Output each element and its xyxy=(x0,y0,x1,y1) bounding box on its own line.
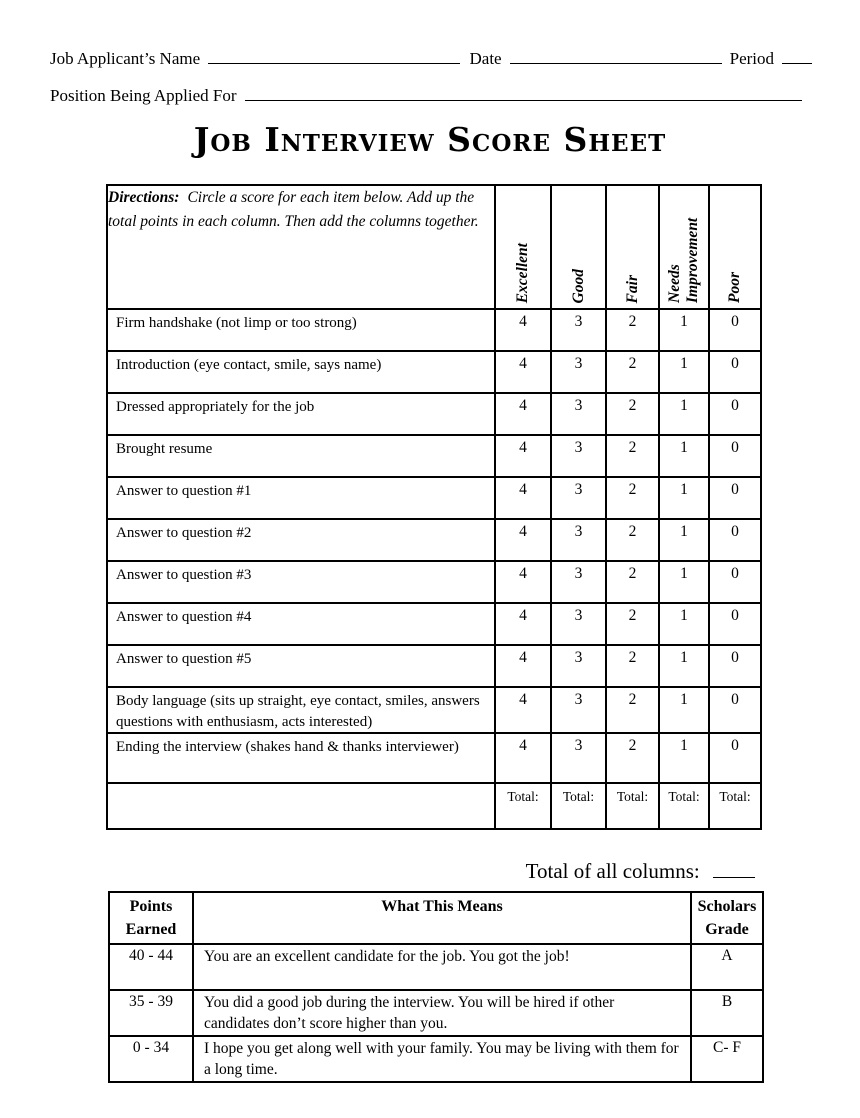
score-cell[interactable]: 0 xyxy=(709,519,761,561)
grade-table-header-row xyxy=(109,892,763,944)
position-line xyxy=(50,83,812,106)
score-item-label: Answer to question #1 xyxy=(107,477,495,519)
score-cell[interactable]: 3 xyxy=(551,393,606,435)
column-total-cell[interactable]: Total: xyxy=(551,783,606,829)
column-header-needs-improvement xyxy=(659,185,709,309)
score-cell[interactable]: 3 xyxy=(551,561,606,603)
score-cell[interactable]: 1 xyxy=(659,435,709,477)
score-cell[interactable]: 0 xyxy=(709,435,761,477)
scholars-grade-value: C- F xyxy=(691,1036,763,1082)
column-header-fair xyxy=(606,185,659,309)
score-row xyxy=(107,687,761,733)
score-cell[interactable]: 0 xyxy=(709,733,761,783)
score-cell[interactable]: 0 xyxy=(709,687,761,733)
meaning-text: I hope you get along well with your family. You may be living with them for a long time. xyxy=(193,1036,691,1082)
score-row xyxy=(107,561,761,603)
score-row xyxy=(107,733,761,783)
score-cell[interactable]: 4 xyxy=(495,561,551,603)
score-cell[interactable]: 4 xyxy=(495,687,551,733)
score-cell[interactable]: 4 xyxy=(495,603,551,645)
score-cell[interactable]: 2 xyxy=(606,687,659,733)
column-total-cell[interactable]: Total: xyxy=(659,783,709,829)
score-cell[interactable]: 3 xyxy=(551,687,606,733)
score-cell[interactable]: 2 xyxy=(606,477,659,519)
score-row xyxy=(107,603,761,645)
column-total-cell[interactable]: Total: xyxy=(709,783,761,829)
score-row xyxy=(107,477,761,519)
score-cell[interactable]: 2 xyxy=(606,561,659,603)
score-cell[interactable]: 2 xyxy=(606,309,659,351)
page-title: Job Interview Score Sheet xyxy=(193,119,667,159)
grade-row xyxy=(109,1036,763,1082)
score-row xyxy=(107,309,761,351)
score-item-label: Answer to question #2 xyxy=(107,519,495,561)
applicant-name-blank[interactable] xyxy=(208,46,459,64)
scholars-grade-value: A xyxy=(691,944,763,990)
total-of-all-columns-blank[interactable] xyxy=(713,856,755,878)
score-cell[interactable]: 1 xyxy=(659,351,709,393)
date-blank[interactable] xyxy=(510,46,722,64)
poor-header-text: Poor xyxy=(726,272,744,304)
score-item-label: Body language (sits up straight, eye contact, smiles, answers questions with enthusiasm, acts interested) xyxy=(107,687,495,733)
score-cell[interactable]: 3 xyxy=(551,309,606,351)
score-item-label: Introduction (eye contact, smile, says name) xyxy=(107,351,495,393)
score-row xyxy=(107,645,761,687)
column-header-good xyxy=(551,185,606,309)
score-cell[interactable]: 3 xyxy=(551,603,606,645)
score-cell[interactable]: 2 xyxy=(606,435,659,477)
position-blank[interactable] xyxy=(245,83,802,101)
score-item-label: Answer to question #5 xyxy=(107,645,495,687)
score-cell[interactable]: 1 xyxy=(659,519,709,561)
score-cell[interactable]: 1 xyxy=(659,393,709,435)
score-cell[interactable]: 2 xyxy=(606,393,659,435)
score-cell[interactable]: 1 xyxy=(659,733,709,783)
score-cell[interactable]: 4 xyxy=(495,733,551,783)
score-table-header-row xyxy=(107,185,761,309)
form-header xyxy=(0,0,860,106)
applicant-name-label: Job Applicant’s Name xyxy=(50,48,201,68)
score-cell[interactable]: 4 xyxy=(495,519,551,561)
column-header-poor xyxy=(709,185,761,309)
score-cell[interactable]: 1 xyxy=(659,561,709,603)
score-row xyxy=(107,393,761,435)
points-range: 40 - 44 xyxy=(109,944,193,990)
score-cell[interactable]: 0 xyxy=(709,561,761,603)
score-cell[interactable]: 4 xyxy=(495,351,551,393)
grade-table xyxy=(108,891,764,1083)
score-cell[interactable]: 3 xyxy=(551,477,606,519)
score-item-label: Dressed appropriately for the job xyxy=(107,393,495,435)
good-header-text: Good xyxy=(569,268,587,304)
score-item-label: Answer to question #4 xyxy=(107,603,495,645)
grade-row xyxy=(109,990,763,1036)
scholars-grade-value: B xyxy=(691,990,763,1036)
score-cell[interactable]: 0 xyxy=(709,351,761,393)
score-cell[interactable]: 4 xyxy=(495,309,551,351)
directions-cell xyxy=(107,185,495,309)
score-cell[interactable]: 0 xyxy=(709,645,761,687)
points-earned-header: Points Earned xyxy=(109,892,193,944)
score-cell[interactable]: 3 xyxy=(551,351,606,393)
score-cell[interactable]: 2 xyxy=(606,519,659,561)
score-item-label: Ending the interview (shakes hand & thanks interviewer) xyxy=(107,733,495,783)
needs-improvement-header-text: Needs Improvement xyxy=(666,218,701,304)
total-of-all-columns-label: Total of all columns: xyxy=(525,858,700,883)
totals-row xyxy=(107,783,761,829)
score-row xyxy=(107,519,761,561)
score-cell[interactable]: 4 xyxy=(495,435,551,477)
score-cell[interactable]: 3 xyxy=(551,645,606,687)
score-cell[interactable]: 1 xyxy=(659,477,709,519)
directions-text: Circle a score for each item below. Add up the total points in each column. Then add the columns together. xyxy=(108,189,479,230)
score-cell[interactable]: 1 xyxy=(659,309,709,351)
score-cell[interactable]: 0 xyxy=(709,603,761,645)
score-cell[interactable]: 2 xyxy=(606,733,659,783)
score-table xyxy=(106,184,762,830)
period-blank[interactable] xyxy=(782,46,812,64)
excellent-header-text: Excellent xyxy=(514,243,532,304)
column-header-excellent xyxy=(495,185,551,309)
score-item-label: Answer to question #3 xyxy=(107,561,495,603)
score-cell[interactable]: 2 xyxy=(606,603,659,645)
points-range: 0 - 34 xyxy=(109,1036,193,1082)
score-cell[interactable]: 4 xyxy=(495,645,551,687)
score-cell[interactable]: 2 xyxy=(606,645,659,687)
score-cell[interactable]: 3 xyxy=(551,435,606,477)
column-total-cell[interactable]: Total: xyxy=(495,783,551,829)
score-cell[interactable]: 3 xyxy=(551,519,606,561)
score-item-label: Brought resume xyxy=(107,435,495,477)
meaning-text: You did a good job during the interview. You will be hired if other candidates don’t score higher than you. xyxy=(193,990,691,1036)
score-cell[interactable]: 0 xyxy=(709,309,761,351)
empty-cell xyxy=(107,783,495,829)
score-cell[interactable]: 1 xyxy=(659,687,709,733)
score-row xyxy=(107,351,761,393)
meaning-text: You are an excellent candidate for the job. You got the job! xyxy=(193,944,691,990)
total-of-all-columns-line xyxy=(0,856,860,884)
fair-header-text: Fair xyxy=(623,274,641,304)
score-cell[interactable]: 4 xyxy=(495,393,551,435)
score-cell[interactable]: 0 xyxy=(709,393,761,435)
score-cell[interactable]: 4 xyxy=(495,477,551,519)
applicant-date-period-line xyxy=(50,46,812,69)
score-cell[interactable]: 3 xyxy=(551,733,606,783)
date-label: Date xyxy=(469,48,502,68)
grade-row xyxy=(109,944,763,990)
scholars-grade-header: Scholars Grade xyxy=(691,892,763,944)
position-label: Position Being Applied For xyxy=(50,85,237,105)
score-cell[interactable]: 2 xyxy=(606,351,659,393)
score-row xyxy=(107,435,761,477)
period-label: Period xyxy=(729,48,774,68)
score-cell[interactable]: 1 xyxy=(659,645,709,687)
score-cell[interactable]: 1 xyxy=(659,603,709,645)
points-range: 35 - 39 xyxy=(109,990,193,1036)
score-cell[interactable]: 0 xyxy=(709,477,761,519)
column-total-cell[interactable]: Total: xyxy=(606,783,659,829)
score-item-label: Firm handshake (not limp or too strong) xyxy=(107,309,495,351)
what-this-means-header: What This Means xyxy=(193,892,691,944)
directions-label: Directions: xyxy=(108,189,180,207)
